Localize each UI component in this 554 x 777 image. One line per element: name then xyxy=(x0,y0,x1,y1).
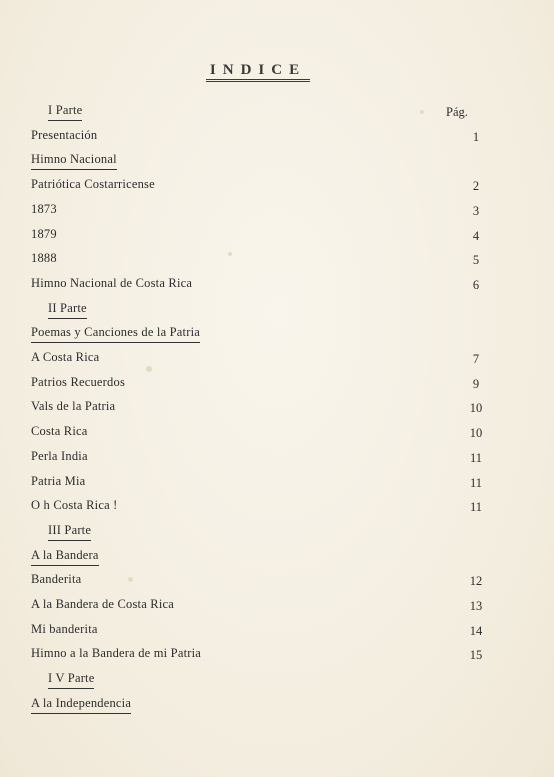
section-heading: I Parte xyxy=(48,103,82,121)
index-entry xyxy=(0,399,554,417)
index-entry xyxy=(0,152,554,170)
entry-page-number: 15 xyxy=(469,648,483,663)
entry-title: Mi banderita xyxy=(31,621,98,636)
entry-title: Patriótica Costarricense xyxy=(31,177,155,192)
entry-page-number: 12 xyxy=(469,574,483,589)
section-heading: A la Bandera xyxy=(31,548,99,566)
entry-title: 1873 xyxy=(31,201,57,216)
section-heading: I V Parte xyxy=(48,671,94,689)
index-entry xyxy=(0,671,554,689)
entry-title: Banderita xyxy=(31,572,82,587)
entry-page-number: 6 xyxy=(472,277,480,292)
index-entry xyxy=(0,646,554,664)
title-underline-2 xyxy=(206,81,310,82)
entry-title: A la Bandera de Costa Rica xyxy=(31,597,175,611)
entry-page-number: 10 xyxy=(469,401,483,416)
index-entry xyxy=(0,251,554,269)
index-entry xyxy=(0,375,554,393)
index-entry xyxy=(0,523,554,541)
entry-page-number: 7 xyxy=(472,352,480,366)
entry-page-number: 11 xyxy=(469,500,483,515)
index-entry xyxy=(0,622,554,640)
index-entry xyxy=(0,597,554,615)
index-title: INDICE xyxy=(209,62,307,78)
entry-title: Presentación xyxy=(31,127,98,142)
index-entry xyxy=(0,325,554,343)
index-entry xyxy=(0,449,554,467)
index-entry xyxy=(0,227,554,245)
entry-page-number: 9 xyxy=(472,376,480,391)
index-entry xyxy=(0,350,554,368)
entry-page-number: 13 xyxy=(469,599,483,613)
index-entry xyxy=(0,548,554,566)
index-entry xyxy=(0,177,554,195)
section-heading: III Parte xyxy=(48,523,91,541)
index-entry xyxy=(0,572,554,590)
index-entry xyxy=(0,276,554,294)
entry-page-number: 14 xyxy=(469,623,483,638)
entry-page-number: 1 xyxy=(472,129,480,144)
entry-title: Himno Nacional de Costa Rica xyxy=(31,275,193,290)
entry-title: Vals de la Patria xyxy=(31,399,116,414)
section-heading: Poemas y Canciones de la Patria xyxy=(31,325,200,343)
title-underline-1 xyxy=(206,79,310,80)
index-entry xyxy=(0,202,554,220)
entry-title: Patrios Recuerdos xyxy=(31,374,126,389)
entry-page-number: 2 xyxy=(472,179,480,194)
entry-title: 1888 xyxy=(31,251,57,266)
entry-page-number: 10 xyxy=(469,426,483,441)
entry-title: 1879 xyxy=(31,226,57,241)
section-heading: A la Independencia xyxy=(31,696,131,714)
entry-page-number: 4 xyxy=(472,228,480,243)
entry-page-number: 11 xyxy=(469,475,483,490)
entry-page-number: 3 xyxy=(472,203,480,218)
index-entry xyxy=(0,103,554,121)
entry-title: O h Costa Rica ! xyxy=(31,498,118,513)
section-heading: II Parte xyxy=(48,301,87,319)
entry-title: Perla India xyxy=(31,448,88,463)
index-entry xyxy=(0,301,554,319)
entry-title: A Costa Rica xyxy=(31,350,100,364)
index-entry xyxy=(0,128,554,146)
section-heading: Himno Nacional xyxy=(31,152,117,170)
index-entry xyxy=(0,498,554,516)
entry-page-number: 11 xyxy=(469,450,483,465)
entry-title: Costa Rica xyxy=(31,424,88,439)
index-entry xyxy=(0,474,554,492)
entry-page-number: 5 xyxy=(472,253,480,268)
index-entry xyxy=(0,424,554,442)
page-column-header: Pág. xyxy=(446,105,468,119)
index-entry xyxy=(0,696,554,714)
entry-title: Himno a la Bandera de mi Patria xyxy=(31,646,202,661)
entry-title: Patria Mia xyxy=(31,473,86,488)
